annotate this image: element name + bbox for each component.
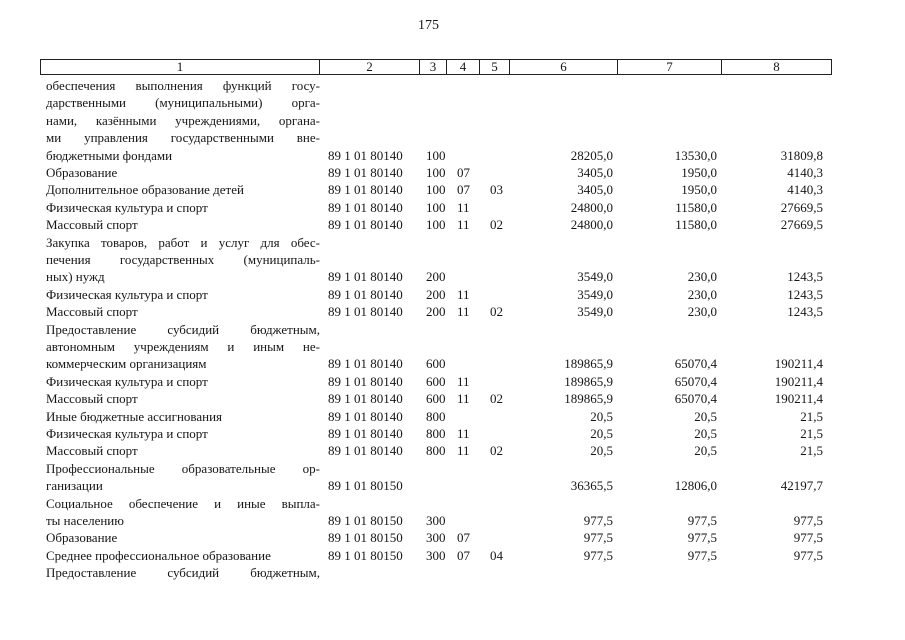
table-row	[0, 564, 905, 581]
row-col-4: 11	[457, 217, 470, 233]
row-value-8: 190211,4	[774, 391, 823, 407]
row-value-8: 190211,4	[774, 373, 823, 389]
row-text: Образование	[46, 165, 118, 180]
row-col-3: 300	[426, 547, 446, 563]
row-value-7: 977,5	[687, 513, 717, 528]
row-value-6: 189865,9	[564, 391, 613, 407]
row-col-4: 07	[457, 182, 470, 198]
row-code: 89 1 01 80140	[328, 426, 403, 441]
row-value-6: 189865,9	[564, 356, 613, 372]
table-row	[0, 512, 905, 529]
row-text: обеспечения выполнения функций госу-	[46, 78, 320, 93]
table-row	[0, 321, 905, 338]
row-text: Профессиональные образовательные ор-	[46, 460, 320, 476]
row-value-8: 1243,5	[787, 304, 823, 320]
row-col-5: 03	[490, 182, 503, 198]
table-row	[0, 199, 905, 216]
row-text: Физическая культура и спорт	[46, 426, 208, 441]
row-col-3: 600	[426, 373, 446, 389]
row-col-4: 07	[457, 547, 470, 563]
row-value-6: 24800,0	[570, 199, 613, 215]
row-code: 89 1 01 80140	[328, 199, 403, 215]
row-text: Физическая культура и спорт	[46, 286, 208, 302]
row-col-3: 200	[426, 269, 446, 285]
header-col-6: 6	[510, 60, 618, 74]
row-value-6: 3405,0	[577, 182, 613, 198]
row-text: Предоставление субсидий бюджетным,	[46, 565, 320, 581]
row-value-8: 190211,4	[774, 356, 823, 372]
table-row	[0, 442, 905, 459]
table-row	[0, 112, 905, 129]
row-value-7: 977,5	[687, 547, 717, 563]
row-value-8: 4140,3	[787, 165, 823, 180]
row-text: Иные бюджетные ассигнования	[46, 408, 223, 424]
row-value-6: 36365,5	[570, 478, 613, 494]
row-col-4: 11	[457, 426, 470, 441]
row-text: ных) нужд	[46, 269, 105, 285]
row-code: 89 1 01 80140	[328, 408, 403, 424]
row-value-8: 977,5	[793, 530, 823, 546]
table-row	[0, 460, 905, 477]
row-value-8: 21,5	[800, 426, 823, 441]
row-col-5: 02	[490, 443, 503, 459]
row-col-4: 11	[457, 199, 470, 215]
row-col-3: 300	[426, 513, 446, 528]
row-col-3: 100	[426, 217, 446, 233]
row-col-3: 100	[426, 182, 446, 198]
row-col-4: 07	[457, 165, 470, 180]
table-row	[0, 251, 905, 268]
row-value-8: 27669,5	[780, 199, 823, 215]
row-code: 89 1 01 80140	[328, 147, 403, 163]
table-row	[0, 338, 905, 355]
row-col-3: 300	[426, 530, 446, 546]
row-col-4: 11	[457, 443, 470, 459]
row-col-3: 800	[426, 443, 446, 459]
table-row	[0, 303, 905, 320]
row-col-3: 100	[426, 199, 446, 215]
row-text: нами, казёнными учреждениями, органа-	[46, 112, 320, 128]
row-value-7: 230,0	[687, 304, 717, 320]
row-value-7: 65070,4	[674, 391, 717, 407]
row-code: 89 1 01 80150	[328, 478, 403, 494]
table-row	[0, 268, 905, 285]
header-col-8: 8	[773, 59, 780, 74]
row-value-8: 31809,8	[780, 147, 823, 163]
table-row	[0, 373, 905, 390]
row-col-4: 11	[457, 286, 470, 302]
row-value-7: 11580,0	[675, 217, 717, 233]
row-text: печения государственных (муниципаль-	[46, 252, 320, 267]
table-row	[0, 77, 905, 94]
row-code: 89 1 01 80150	[328, 513, 403, 528]
table-row	[0, 495, 905, 512]
row-text: Физическая культура и спорт	[46, 199, 208, 215]
row-value-8: 1243,5	[787, 286, 823, 302]
table-row	[0, 286, 905, 303]
row-col-3: 600	[426, 356, 446, 372]
row-text: Массовый спорт	[46, 391, 138, 407]
row-col-4: 07	[457, 530, 470, 546]
row-value-8: 4140,3	[787, 182, 823, 198]
row-text: Закупка товаров, работ и услуг для обес-	[46, 234, 320, 250]
row-col-3: 100	[426, 147, 446, 163]
row-col-4: 11	[457, 304, 470, 320]
row-value-7: 11580,0	[675, 199, 717, 215]
row-code: 89 1 01 80140	[328, 373, 403, 389]
row-col-3: 800	[426, 426, 446, 441]
row-col-3: 200	[426, 286, 446, 302]
table-header	[40, 59, 832, 75]
row-code: 89 1 01 80150	[328, 547, 403, 563]
row-code: 89 1 01 80140	[328, 286, 403, 302]
row-code: 89 1 01 80140	[328, 217, 403, 233]
row-value-7: 20,5	[694, 426, 717, 441]
table-row	[0, 355, 905, 372]
row-value-6: 189865,9	[564, 373, 613, 389]
row-text: дарственными (муниципальными) орга-	[46, 95, 320, 111]
row-col-3: 200	[426, 304, 446, 320]
row-text: Предоставление субсидий бюджетным,	[46, 321, 320, 337]
row-value-7: 230,0	[687, 286, 717, 302]
row-code: 89 1 01 80140	[328, 443, 403, 459]
table-row	[0, 234, 905, 251]
row-text: Массовый спорт	[46, 217, 138, 233]
row-text: Массовый спорт	[46, 304, 138, 320]
row-value-8: 27669,5	[780, 217, 823, 233]
table-row	[0, 547, 905, 564]
row-value-8: 1243,5	[787, 269, 823, 285]
row-text: ми управления государственными вне-	[46, 130, 320, 146]
row-text: бюджетными фондами	[46, 147, 173, 163]
table-row	[0, 129, 905, 146]
row-value-6: 977,5	[583, 530, 613, 546]
row-code: 89 1 01 80140	[328, 182, 403, 198]
row-value-6: 977,5	[583, 513, 613, 528]
row-col-5: 02	[490, 391, 503, 407]
table-row	[0, 529, 905, 546]
row-col-3: 600	[426, 391, 446, 407]
table-row	[0, 164, 905, 181]
table-row	[0, 390, 905, 407]
row-value-7: 65070,4	[674, 356, 717, 372]
row-value-6: 3549,0	[577, 269, 613, 285]
table-row	[0, 425, 905, 442]
row-value-8: 977,5	[793, 547, 823, 563]
table-row	[0, 216, 905, 233]
table-row	[0, 181, 905, 198]
row-col-4: 11	[457, 373, 470, 389]
row-code: 89 1 01 80140	[328, 304, 403, 320]
header-col-4: 4	[447, 60, 480, 74]
header-col-7: 7	[618, 60, 722, 74]
row-col-3: 100	[426, 165, 446, 180]
row-value-6: 20,5	[590, 443, 613, 459]
header-col-2: 2	[320, 60, 420, 74]
row-value-7: 230,0	[687, 269, 717, 285]
row-text: автономным учреждениям и иным не-	[46, 339, 320, 354]
row-value-7: 65070,4	[674, 373, 717, 389]
row-value-7: 977,5	[687, 530, 717, 546]
row-value-8: 42197,7	[780, 478, 823, 494]
header-col-1: 1	[41, 60, 320, 74]
row-value-6: 20,5	[590, 426, 613, 441]
row-text: ты населению	[46, 513, 124, 528]
row-col-3: 800	[426, 408, 446, 424]
row-value-7: 1950,0	[681, 165, 717, 180]
row-value-6: 28205,0	[570, 147, 613, 163]
row-value-7: 20,5	[694, 443, 717, 459]
row-code: 89 1 01 80150	[328, 530, 403, 546]
row-value-7: 20,5	[694, 408, 717, 424]
row-col-5: 02	[490, 304, 503, 320]
table-row	[0, 408, 905, 425]
row-value-7: 13530,0	[674, 147, 717, 163]
row-value-6: 3549,0	[577, 286, 613, 302]
row-text: Образование	[46, 530, 118, 546]
row-value-7: 12806,0	[674, 478, 717, 494]
row-value-8: 21,5	[800, 443, 823, 459]
table-row	[0, 477, 905, 494]
row-value-6: 3549,0	[577, 304, 613, 320]
row-value-6: 20,5	[590, 408, 613, 424]
page-number: 175	[418, 18, 439, 33]
row-value-6: 3405,0	[577, 165, 613, 180]
header-col-3: 3	[420, 60, 447, 74]
table-row	[0, 94, 905, 111]
row-text: Среднее профессиональное образование	[46, 547, 271, 563]
row-text: коммерческим организациям	[46, 356, 207, 372]
row-text: Дополнительное образование детей	[46, 182, 244, 198]
header-col-5: 5	[480, 60, 510, 74]
row-value-8: 977,5	[793, 513, 823, 528]
row-text: Социальное обеспечение и иные выпла-	[46, 495, 320, 511]
row-col-5: 02	[490, 217, 503, 233]
row-value-6: 977,5	[583, 547, 613, 563]
row-text: Массовый спорт	[46, 443, 138, 459]
row-code: 89 1 01 80140	[328, 391, 403, 407]
row-code: 89 1 01 80140	[328, 356, 403, 372]
row-value-7: 1950,0	[681, 182, 717, 198]
row-value-8: 21,5	[800, 408, 823, 424]
row-text: ганизации	[46, 478, 103, 494]
row-text: Физическая культура и спорт	[46, 373, 208, 389]
row-col-4: 11	[457, 391, 470, 407]
row-code: 89 1 01 80140	[328, 269, 403, 285]
row-code: 89 1 01 80140	[328, 165, 403, 180]
table-row	[0, 147, 905, 164]
row-value-6: 24800,0	[570, 217, 613, 233]
row-col-5: 04	[490, 547, 503, 563]
